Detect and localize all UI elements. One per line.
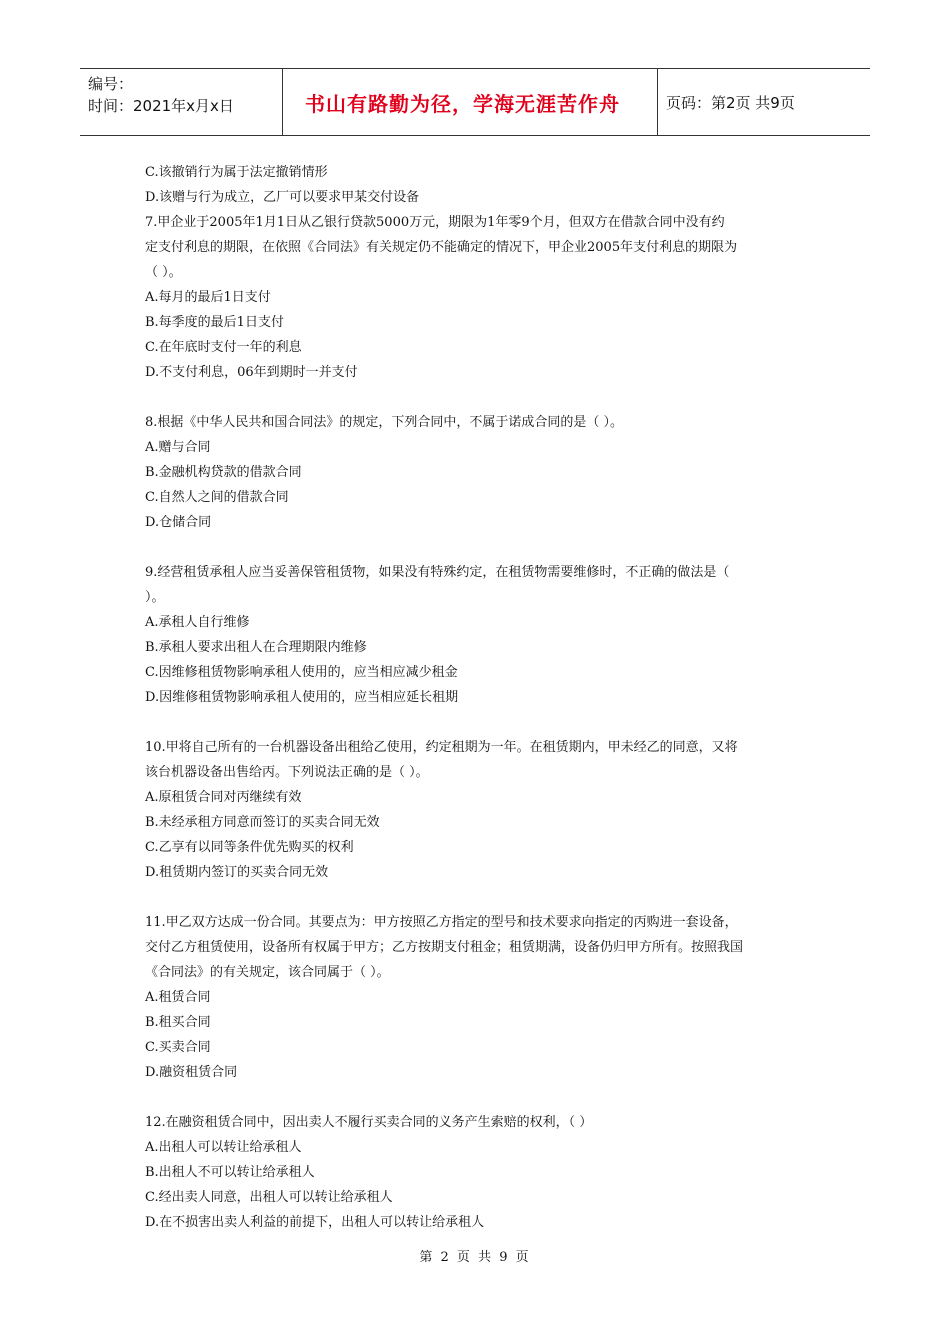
header-motto: 书山有路勤为径，学海无涯苦作舟	[283, 69, 658, 135]
document-time: 时间：2021年x月x日	[88, 97, 234, 115]
text-line: 该台机器设备出售给丙。下列说法正确的是（ ）。	[145, 765, 429, 780]
text-line: A.承租人自行维修	[145, 615, 250, 630]
text-line: 10.甲将自己所有的一台机器设备出租给乙使用，约定租期为一年。在租赁期内，甲未经乙的同意，又将	[145, 740, 738, 755]
paragraph-gap	[145, 535, 810, 560]
text-line: D.租赁期内签订的买卖合同无效	[145, 865, 329, 880]
text-line: C.该撤销行为属于法定撤销情形	[145, 165, 328, 180]
paragraph-gap	[145, 1085, 810, 1110]
text-line: D.因维修租赁物影响承租人使用的，应当相应延长租期	[145, 690, 459, 705]
page-footer: 第 2 页 共 9 页	[419, 1250, 531, 1265]
page-header	[80, 68, 870, 136]
header-page-number: 页码：第2页 共9页	[666, 93, 795, 112]
text-line: C.买卖合同	[145, 1040, 211, 1055]
document-body	[145, 160, 810, 1235]
text-line: 12.在融资租赁合同中，因出卖人不履行买卖合同的义务产生索赔的权利，（ ）	[145, 1115, 593, 1130]
paragraph-gap	[145, 710, 810, 735]
text-line: D.融资租赁合同	[145, 1065, 238, 1080]
header-info-cell	[80, 69, 283, 135]
text-line: A.每月的最后1日支付	[145, 290, 271, 305]
text-line: 7.甲企业于2005年1月1日从乙银行贷款5000万元，期限为1年零9个月，但双方在借款合同中没有约	[145, 215, 725, 230]
text-line: D.仓储合同	[145, 515, 212, 530]
text-line: A.赠与合同	[145, 440, 211, 455]
text-line: B.每季度的最后1日支付	[145, 315, 284, 330]
text-line: 11.甲乙双方达成一份合同。其要点为：甲方按照乙方指定的型号和技术要求向指定的丙购进一套设备，	[145, 915, 738, 930]
text-line: C.乙享有以同等条件优先购买的权利	[145, 840, 354, 855]
text-line: （ ）。	[145, 265, 182, 280]
text-line: 交付乙方租赁使用，设备所有权属于甲方；乙方按期支付租金；租赁期满，设备仍归甲方所有。按照我国	[145, 940, 744, 955]
text-line: D.该赠与行为成立，乙厂可以要求甲某交付设备	[145, 190, 420, 205]
text-line: 9.经营租赁承租人应当妥善保管租赁物，如果没有特殊约定，在租赁物需要维修时，不正确的做法是（	[145, 565, 730, 580]
text-line: B.金融机构贷款的借款合同	[145, 465, 302, 480]
text-line: B.租买合同	[145, 1015, 211, 1030]
text-line: A.租赁合同	[145, 990, 211, 1005]
text-line: B.出租人不可以转让给承租人	[145, 1165, 315, 1180]
text-line: ）。	[145, 590, 165, 605]
text-line: D.不支付利息，06年到期时一并支付	[145, 365, 358, 380]
text-line: D.在不损害出卖人利益的前提下，出租人可以转让给承租人	[145, 1215, 485, 1230]
text-line: 定支付利息的期限，在依照《合同法》有关规定仍不能确定的情况下，甲企业2005年支付利息的期限为	[145, 240, 738, 255]
document-number: 编号：	[88, 75, 134, 93]
text-line: A.出租人可以转让给承租人	[145, 1140, 302, 1155]
text-line: 8.根据《中华人民共和国合同法》的规定，下列合同中，不属于诺成合同的是（ ）。	[145, 415, 624, 430]
text-line: A.原租赁合同对丙继续有效	[145, 790, 302, 805]
text-line: C.在年底时支付一年的利息	[145, 340, 302, 355]
text-line: B.未经承租方同意而签订的买卖合同无效	[145, 815, 380, 830]
text-line: C.经出卖人同意，出租人可以转让给承租人	[145, 1190, 393, 1205]
text-line: B.承租人要求出租人在合理期限内维修	[145, 640, 367, 655]
text-line: C.自然人之间的借款合同	[145, 490, 289, 505]
paragraph-gap	[145, 385, 810, 410]
text-line: 《合同法》的有关规定，该合同属于（ ）。	[145, 965, 390, 980]
text-line: C.因维修租赁物影响承租人使用的，应当相应减少租金	[145, 665, 458, 680]
paragraph-gap	[145, 885, 810, 910]
